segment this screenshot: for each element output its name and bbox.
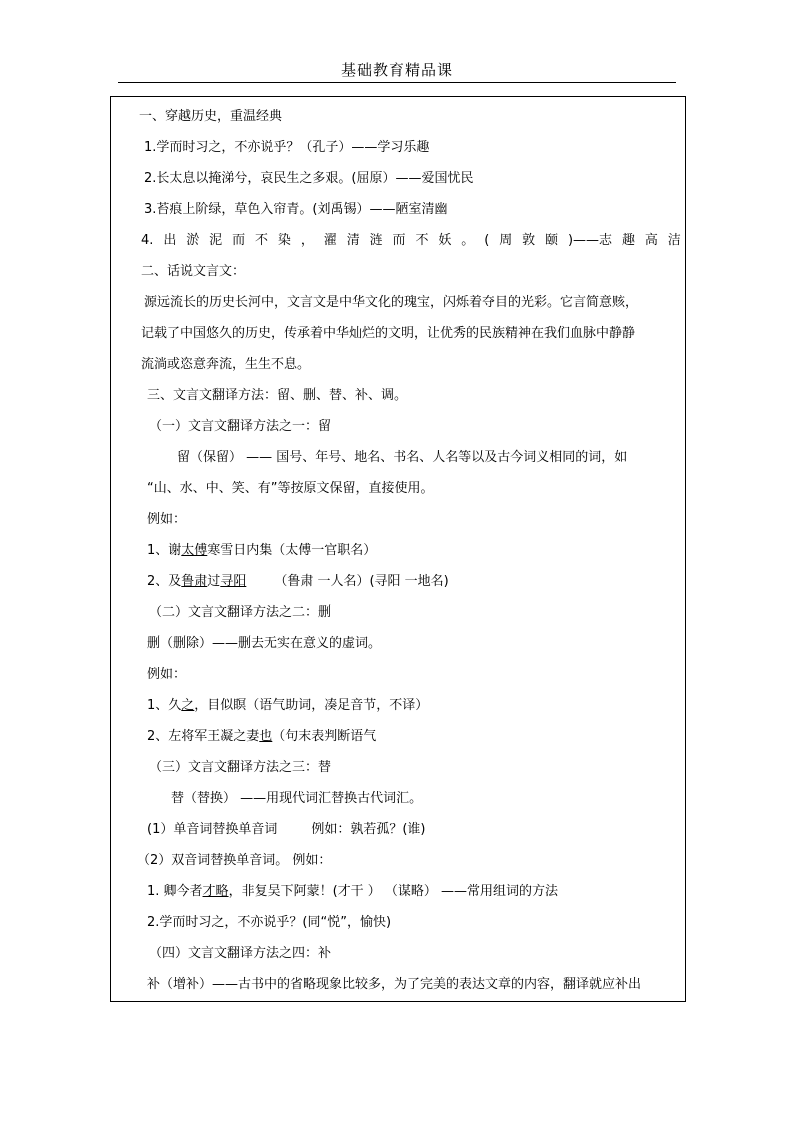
- spread-char: 濯: [323, 233, 337, 248]
- underlined-word: 太傅: [181, 543, 208, 558]
- underlined-word: 寻阳: [220, 574, 247, 589]
- spread-char: 染: [277, 233, 291, 248]
- example-text: 过: [207, 574, 221, 589]
- example-text: （句末表判断语气: [272, 729, 377, 744]
- example-text: ，目似瞑（语气助词，凑足音节，不译）: [194, 698, 429, 713]
- example-text: 1、谢: [147, 543, 182, 558]
- spread-char: 趣: [621, 233, 635, 248]
- example-2-1: [147, 690, 686, 721]
- quote-line-3: 3.苔痕上阶绿，草色入帘青。(刘禹锡）——陋室清幽: [144, 202, 448, 217]
- example-text: （鲁肃 一人名）(寻阳 一地名): [274, 574, 449, 589]
- spread-char: 泥: [209, 233, 223, 248]
- example-text: 1、久: [147, 698, 182, 713]
- method-desc-1b: “山、水、中、笑、有”等按原文保留，直接使用。: [147, 481, 434, 496]
- spread-char: (: [484, 233, 490, 248]
- example-3-2: 2.学而时习之，不亦说乎？(同“悦”，愉快): [147, 915, 392, 930]
- spread-char: 敦: [522, 233, 536, 248]
- method-heading-3: （三）文言文翻译方法之三：替: [149, 760, 332, 775]
- method-heading-4: （四）文言文翻译方法之四：补: [149, 946, 332, 961]
- example-label-1: 例如：: [147, 512, 187, 527]
- example-label-2: 例如：: [147, 667, 187, 682]
- spread-char: 高: [644, 233, 658, 248]
- spread-char: 涟: [369, 233, 383, 248]
- quote-line-4: [141, 225, 681, 256]
- sub-method-text: (1）单音词替换单音词: [147, 822, 278, 837]
- spread-char: 出: [163, 233, 177, 248]
- example-text: 2、及: [147, 574, 182, 589]
- method-desc-2: 删（删除）——删去无实在意义的虚词。: [147, 636, 382, 651]
- example-text: 寒雪日内集（太傅一官职名）: [207, 543, 377, 558]
- spread-char: 不: [255, 233, 269, 248]
- method-heading-2: （二）文言文翻译方法之二：删: [149, 605, 332, 620]
- sub-method-1: [147, 814, 686, 845]
- sub-method-example: 例如：孰若孤？(谁): [311, 822, 426, 837]
- spread-char: 妖: [438, 233, 452, 248]
- underlined-word: 之: [181, 698, 195, 713]
- spread-char: 淤: [186, 233, 200, 248]
- example-text: 2、左将军王凝之妻: [147, 729, 260, 744]
- content-box: [110, 96, 686, 1002]
- quote-line-1: 1.学而时习之，不亦说乎？（孔子）——学习乐趣: [144, 140, 430, 155]
- example-3-1: [147, 876, 686, 907]
- spread-char: ，: [300, 233, 314, 248]
- spread-char: 颐: [545, 233, 559, 248]
- section-heading-3: 三、文言文翻译方法：留、删、替、补、调。: [147, 388, 408, 403]
- spread-char: 。: [461, 233, 475, 248]
- method-desc-1: 留（保留） —— 国号、年号、地名、书名、人名等以及古今词义相同的词，如: [177, 450, 628, 465]
- method-desc-4: 补（增补）——古书中的省略现象比较多，为了完美的表达文章的内容，翻译就应补出: [147, 977, 642, 992]
- spread-char: 周: [499, 233, 513, 248]
- spread-char: 4.: [141, 233, 154, 248]
- underlined-word: 也: [259, 729, 273, 744]
- page-header: [118, 58, 676, 83]
- example-2-2: [147, 721, 686, 752]
- example-1-2: [147, 566, 686, 597]
- quote-line-2: 2.长太息以掩涕兮，哀民生之多艰。(屈原）——爱国忧民: [144, 171, 474, 186]
- paragraph-line-2: 记载了中国悠久的历史，传承着中华灿烂的文明，让优秀的民族精神在我们血脉中静静: [141, 326, 636, 341]
- example-text: ，非复吴下阿蒙！(才干 ） （谋略） ——常用组词的方法: [228, 884, 559, 899]
- spread-char: 清: [346, 233, 360, 248]
- header-title: 基础教育精品课: [340, 61, 453, 79]
- section-heading-2: 二、话说文言文：: [141, 264, 246, 279]
- spread-char: 不: [415, 233, 429, 248]
- sub-method-2: （2）双音词替换单音词。 例如：: [137, 853, 332, 868]
- underlined-word: 鲁肃: [181, 574, 208, 589]
- paragraph-line-3: 流淌或恣意奔流，生生不息。: [141, 357, 311, 372]
- spread-char: 而: [232, 233, 246, 248]
- paragraph-line-1: 源远流长的历史长河中，文言文是中华文化的瑰宝，闪烁着夺目的光彩。它言简意赅，: [144, 295, 639, 310]
- example-text: 1. 卿今者: [147, 884, 203, 899]
- method-desc-3: 替（替换） ——用现代词汇替换古代词汇。: [171, 791, 423, 806]
- section-heading-1: 一、穿越历史，重温经典: [139, 109, 283, 124]
- underlined-word: 才略: [202, 884, 229, 899]
- method-heading-1: （一）文言文翻译方法之一：留: [149, 419, 332, 434]
- example-1-1: [147, 535, 686, 566]
- spread-char: 洁: [667, 233, 681, 248]
- spread-char: )——志: [567, 233, 613, 248]
- spread-char: 而: [392, 233, 406, 248]
